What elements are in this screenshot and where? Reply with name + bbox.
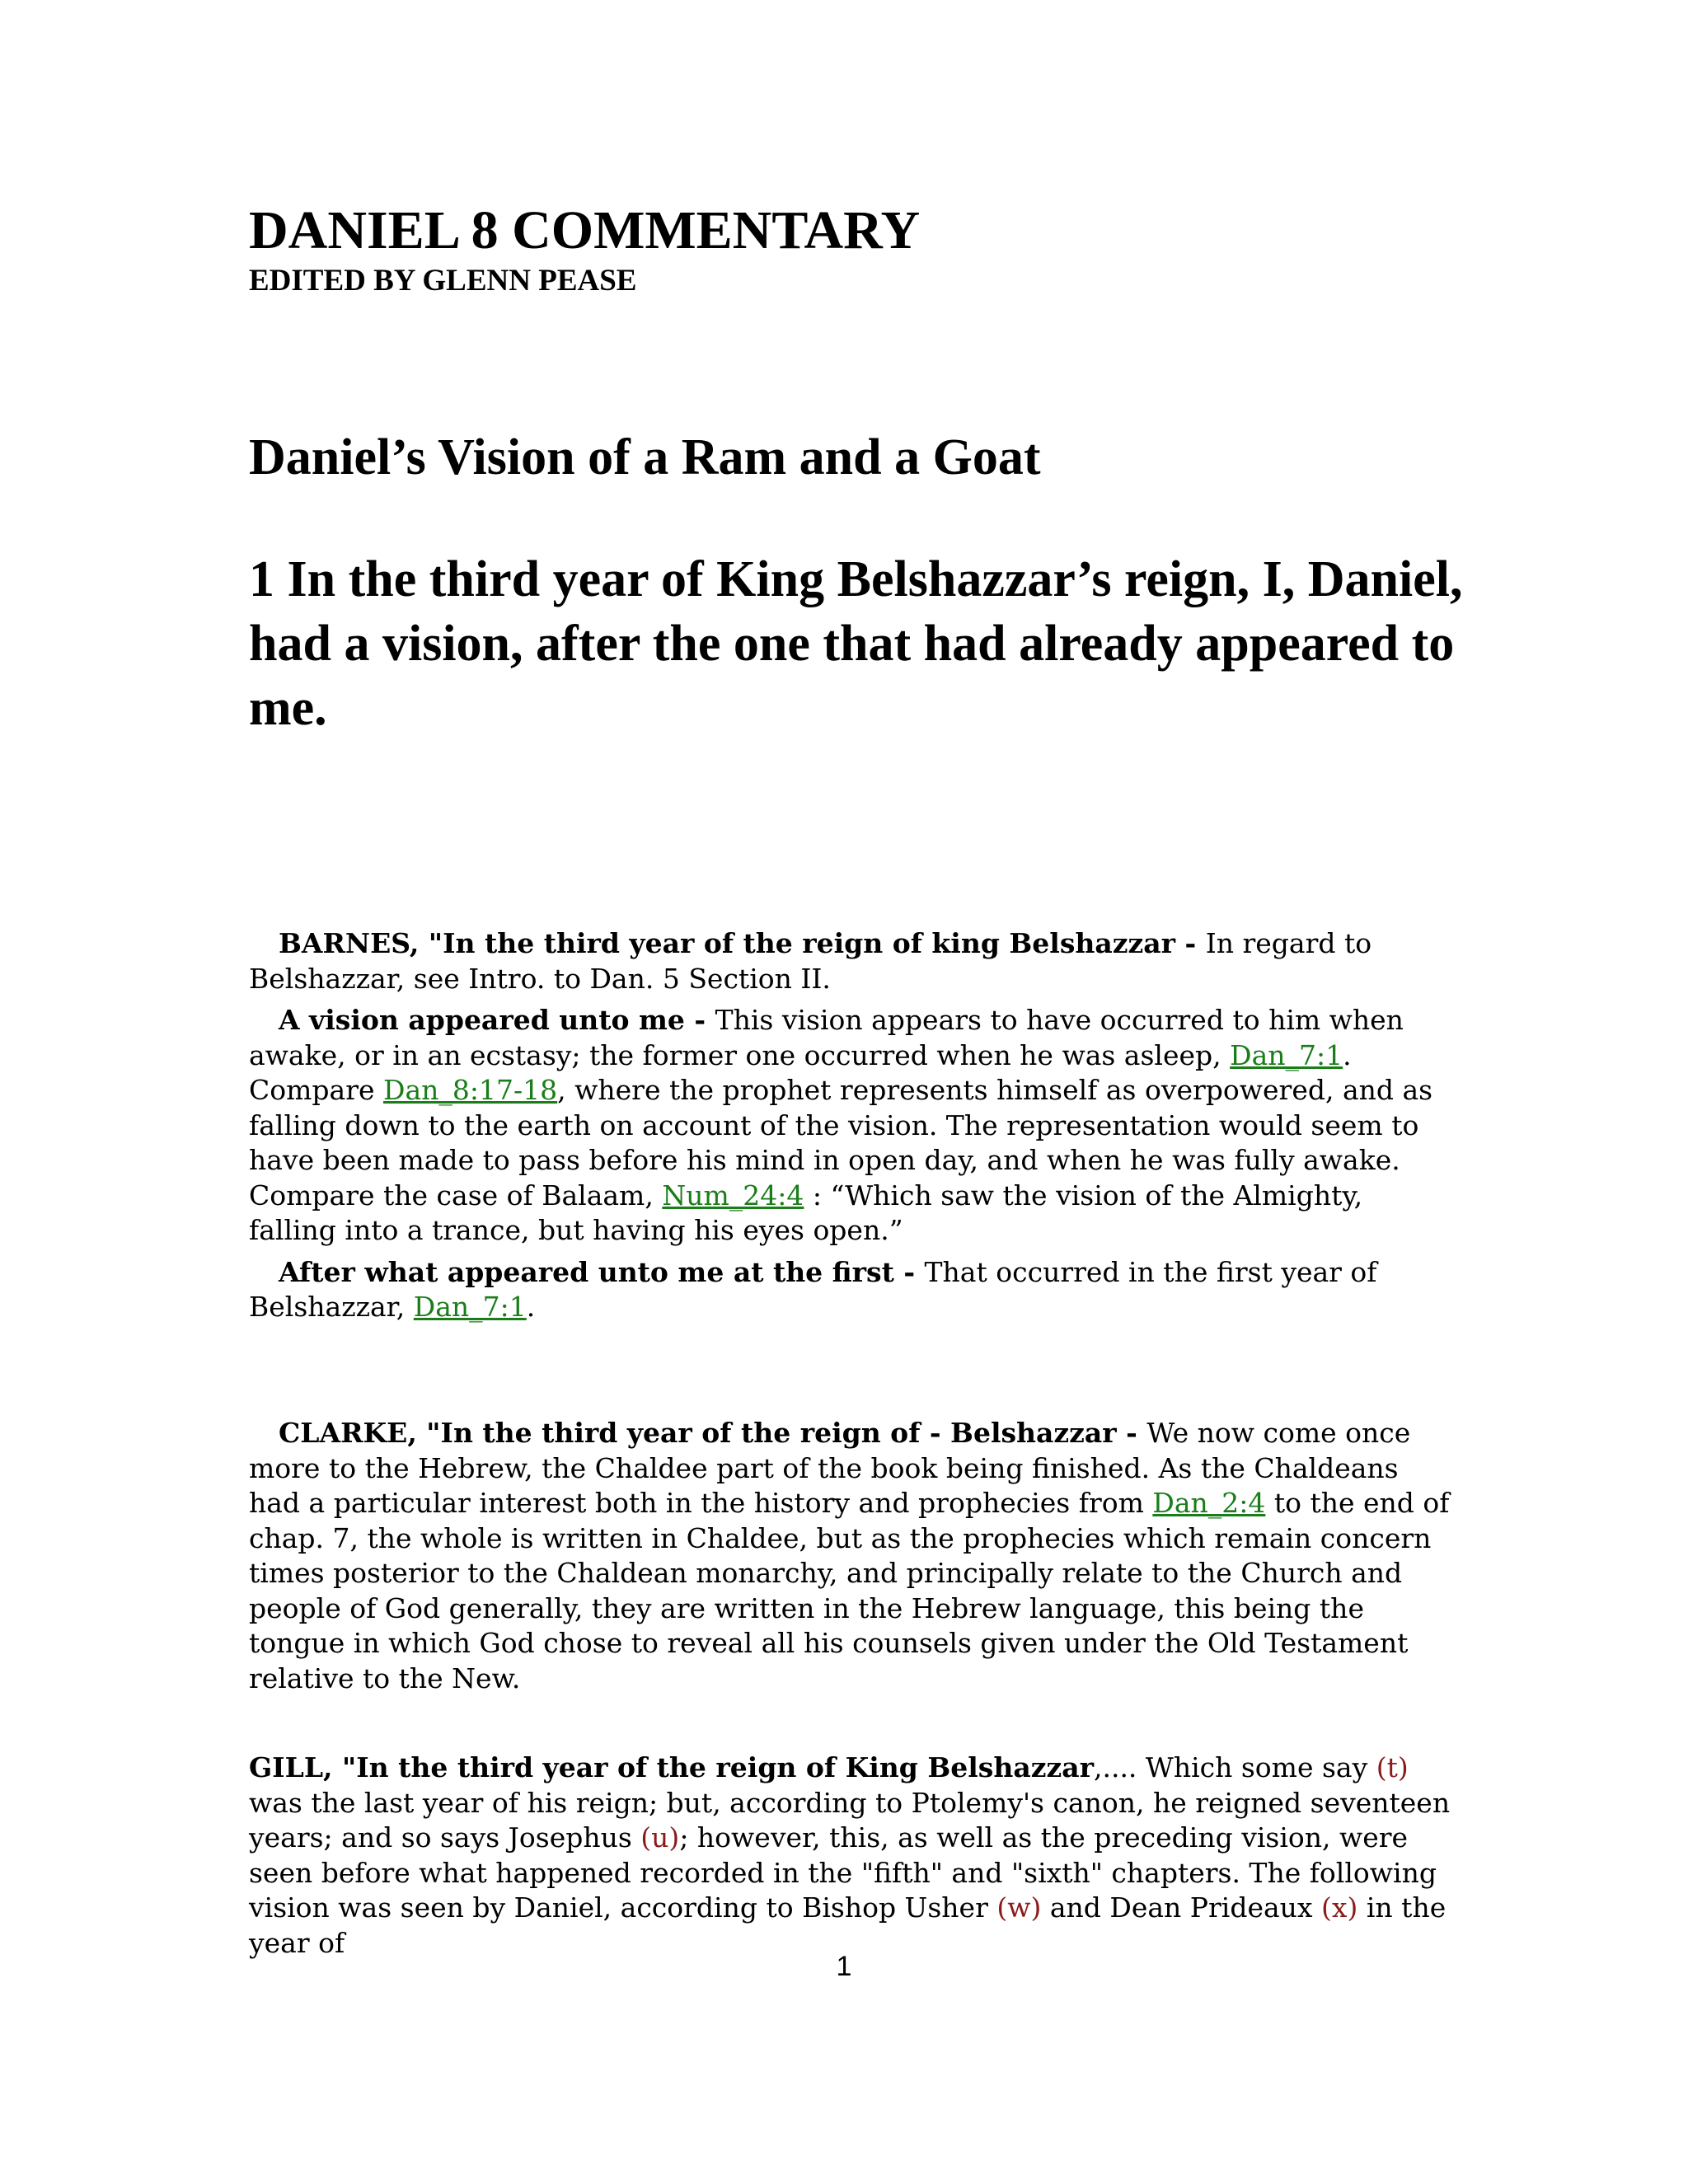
gill-text-a: ,.... Which some say [1093,1751,1376,1783]
barnes-text-1: In regard to Belshazzar, see Intro. to Dan. 5 Section II. [249,927,1372,995]
barnes-text-2d: : “Which saw the vision of the Almighty, falling into a trance, but having his eyes open.” [249,1179,1363,1246]
barnes-paragraph-2 [249,1003,1452,1249]
barnes-lead-3: After what appeared unto me at the first - [279,1255,925,1288]
verse-text: 1 In the third year of King Belshazzar’s reign, I, Daniel, had a vision, after the one that had already appeared to me. [249,551,1463,736]
barnes-text-3b: . [526,1291,536,1323]
footnote-marker-w: (w) [996,1891,1042,1924]
page-number: 1 [836,1951,852,1982]
gill-text-c: ; however, this, as well as the preceding vision, were seen before what happened recorded in the "fifth" and "sixth" chapters. The following vision was seen by Daniel, according to Bishop Usher [249,1821,1437,1924]
barnes-text-2c: , where the prophet represents himself as overpowered, and as falling down to the earth on account of the vision. The representation would seem to have been made to pass before his mind in open day, and when he was fully awake. Compare the case of Balaam, [249,1074,1433,1212]
clarke-text-a: We now come once more to the Hebrew, the Chaldee part of the book being finished. As the Chaldeans had a particular interest both in the history and prophecies from [249,1417,1411,1519]
gill-lead: GILL, "In the third year of the reign of King Belshazzar [249,1751,1094,1783]
gill-text-b: was the last year of his reign; but, according to Ptolemy's canon, he reigned seventeen years; and so says Josephus [249,1786,1451,1854]
barnes-text-2b: . Compare [249,1038,1352,1106]
scripture-link-num-24-4[interactable]: Num_24:4 [662,1179,804,1212]
scripture-link-dan-8-17-18[interactable]: Dan_8:17-18 [383,1074,558,1106]
clarke-lead: CLARKE, "In the third year of the reign of - Belshazzar - [279,1417,1147,1449]
scripture-link-dan-7-1-b[interactable]: Dan_7:1 [413,1291,527,1323]
footnote-marker-x: (x) [1321,1891,1358,1924]
barnes-text-2a: This vision appears to have occurred to him when awake, or in an ecstasy; the former one occurred when he was asleep, [249,1004,1404,1071]
scripture-link-dan-7-1[interactable]: Dan_7:1 [1230,1038,1343,1071]
clarke-paragraph [249,1416,1452,1696]
gill-commentary [249,1750,1452,1967]
editor-credit: EDITED BY GLENN PEASE [249,264,637,298]
barnes-paragraph-3 [249,1255,1452,1325]
clarke-commentary [249,1416,1452,1703]
gill-text-e: in the year of [249,1891,1447,1959]
gill-text-d: and Dean Prideaux [1041,1891,1322,1924]
barnes-paragraph-1 [249,926,1452,996]
barnes-lead-2: A vision appeared unto me - [279,1004,715,1036]
footnote-marker-t: (t) [1376,1751,1409,1783]
footnote-marker-u: (u) [640,1821,680,1854]
gill-paragraph [249,1750,1452,1961]
barnes-text-3a: That occurred in the first year of Belshazzar, [249,1255,1377,1323]
barnes-lead-1: BARNES, "In the third year of the reign of king Belshazzar - [279,927,1206,959]
clarke-text-b: to the end of chap. 7, the whole is written in Chaldee, but as the prophecies which remain concern times posterior to the Chaldean monarchy, and principally relate to the Church and people of God generally, they are written in the Hebrew language, this being the tongue in which God chose to reveal all his counsels given under the Old Testament relative to the New. [249,1487,1450,1694]
section-heading: Daniel’s Vision of a Ram and a Goat [249,429,1041,485]
scripture-link-dan-2-4[interactable]: Dan_2:4 [1152,1487,1266,1519]
page-title: DANIEL 8 COMMENTARY [249,200,921,260]
barnes-commentary [249,926,1452,1332]
